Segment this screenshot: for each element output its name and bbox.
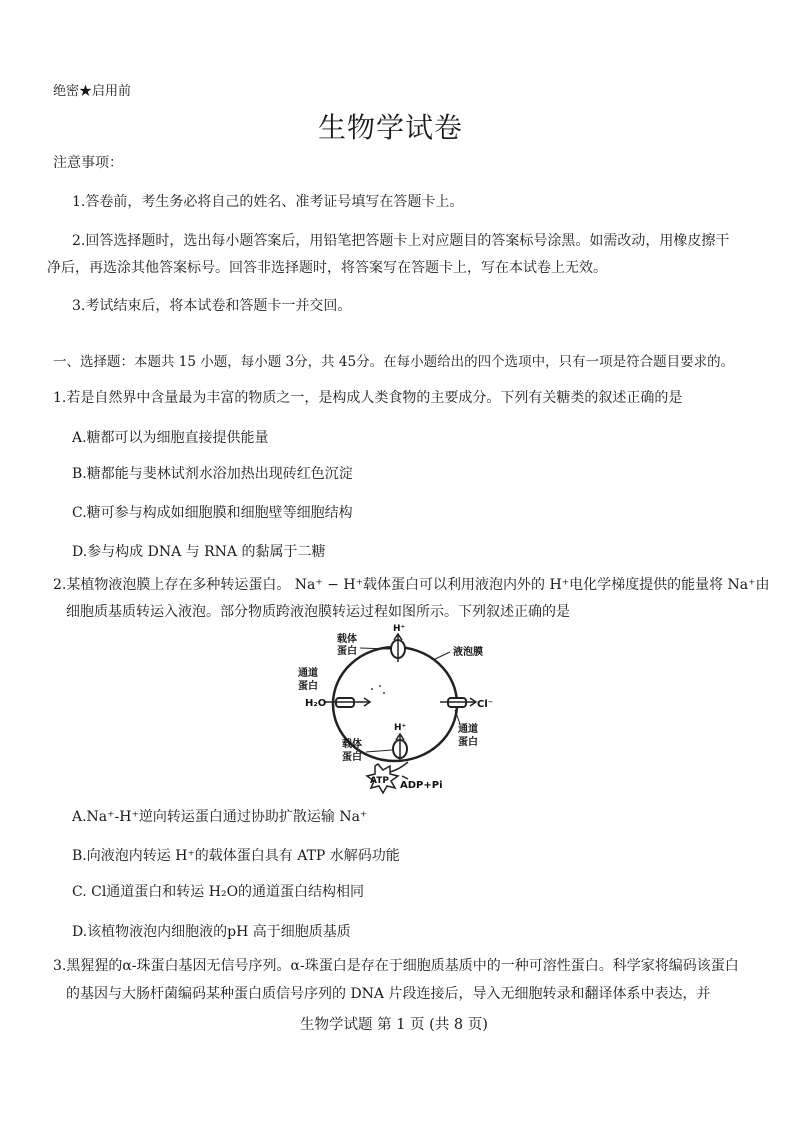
carrier-top-label-1: 载体: [337, 634, 357, 645]
note-item: 净后，再选涂其他答案标号。回答非选择题时，将答案写在答题卡上，写在本试卷上无效。: [47, 260, 607, 276]
note-item: 3.考试结束后，将本试卷和答题卡一并交回。: [72, 298, 352, 314]
chloride-label: Cl⁻: [477, 699, 494, 710]
question-3-line2: 的基因与大肠杆菌编码某种蛋白质信号序列的 DNA 片段连接后，导入无细胞转录和翻译体系中表达，并: [66, 986, 711, 1002]
question-2-option-d: D.该植物液泡内细胞液的pH 高于细胞质基质: [72, 924, 351, 940]
question-2-option-b: B.向液泡内转运 H⁺的载体蛋白具有 ATP 水解码功能: [72, 848, 400, 864]
notes-heading: 注意事项：: [53, 155, 123, 171]
question-1-option-a: A.糖都可以为细胞直接提供能量: [72, 430, 269, 446]
question-2-option-c: C. Cl通道蛋白和转运 H₂O的通道蛋白结构相同: [72, 884, 365, 900]
channel-right-label-2: 蛋白: [458, 737, 478, 748]
vacuole-transport-diagram: [290, 622, 494, 794]
water-label: H₂O: [305, 698, 327, 709]
channel-left-label-2: 蛋白: [298, 681, 318, 692]
question-2-option-a: A.Na⁺-H⁺逆向转运蛋白通过协助扩散运输 Na⁺: [72, 809, 368, 825]
question-2-stem-line1: 2.某植物液泡膜上存在多种转运蛋白。 Na⁺ − H⁺载体蛋白可以利用液泡内外的 H⁺电化学梯度提供的能量将 Na⁺由: [53, 577, 770, 593]
page-title: 生物学试卷: [318, 111, 464, 144]
channel-left-label-1: 通道: [298, 668, 318, 679]
section-heading: 一、选择题：本题共 15 小题，每小题 3分，共 45分。在每小题给出的四个选项中，只有一项是符合题目要求的。: [53, 354, 735, 370]
question-1-option-d: D.参与构成 DNA 与 RNA 的黏属于二糖: [72, 544, 326, 560]
question-2-stem-line2: 细胞质基质转运入液泡。部分物质跨液泡膜转运过程如图所示。下列叙述正确的是: [66, 604, 570, 620]
h-ion-mid-label: H⁺: [394, 723, 407, 733]
carrier-top-label-2: 蛋白: [337, 646, 357, 657]
question-1-option-b: B.糖都能与斐林试剂水浴加热出现砖红色沉淀: [72, 466, 353, 482]
carrier-bottom-label-1: 载体: [342, 739, 362, 750]
question-3-line1: 3.黑猩猩的α-珠蛋白基因无信号序列。α-珠蛋白是存在于细胞质基质中的一种可溶性蛋白。科学家将编码该蛋白: [53, 958, 739, 974]
question-1-stem: 1.若是自然界中含量最为丰富的物质之一，是构成人类食物的主要成分。下列有关糖类的叙述正确的是: [53, 390, 683, 406]
question-1-option-c: C.糖可参与构成如细胞膜和细胞壁等细胞结构: [72, 505, 353, 521]
atp-label: ATP: [370, 776, 390, 786]
page-footer: 生物学试题 第 1 页 (共 8 页): [300, 1017, 488, 1033]
note-item: 1.答卷前，考生务必将自己的姓名、准考证号填写在答题卡上。: [72, 194, 464, 210]
confidential-label: 绝密★启用前: [53, 84, 132, 99]
adp-label: ADP+Pi: [400, 780, 443, 791]
h-ion-top-label: H⁺: [393, 624, 406, 634]
note-item: 2.回答选择题时，选出每小题答案后，用铅笔把答题卡上对应题目的答案标号涂黑。如需改动，用橡皮擦干: [72, 233, 730, 249]
vacuole-membrane-label: 液泡膜: [453, 647, 483, 658]
channel-right-label-1: 通道: [458, 724, 478, 735]
carrier-bottom-label-2: 蛋白: [342, 752, 362, 763]
